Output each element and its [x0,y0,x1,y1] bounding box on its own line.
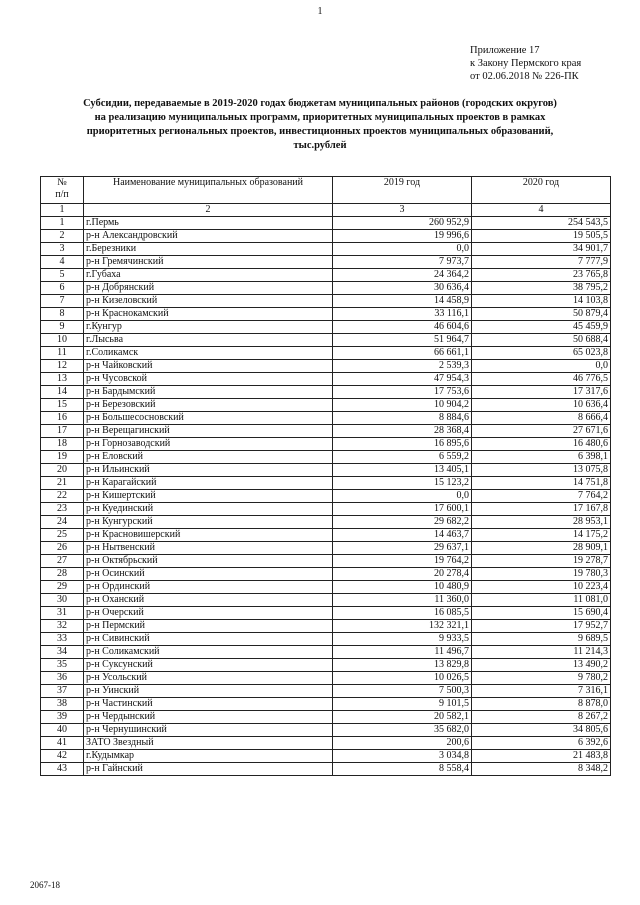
row-number-cell: 27 [41,555,84,568]
value-2020-cell: 8 267,2 [472,711,611,724]
value-2019-cell: 7 973,7 [333,256,472,269]
table-row [41,516,611,529]
value-2020-cell: 50 879,4 [472,308,611,321]
subsidies-table [40,176,611,776]
row-number-cell: 41 [41,737,84,750]
table-row [41,477,611,490]
value-2019-cell: 46 604,6 [333,321,472,334]
table-row [41,568,611,581]
appendix-reference [470,44,581,83]
municipality-name-cell: г.Кунгур [84,321,333,334]
row-number-cell: 40 [41,724,84,737]
value-2020-cell: 45 459,9 [472,321,611,334]
municipality-name-cell: р-н Бардымский [84,386,333,399]
value-2020-cell: 17 952,7 [472,620,611,633]
row-number-cell: 16 [41,412,84,425]
value-2019-cell: 9 933,5 [333,633,472,646]
row-number-cell: 20 [41,464,84,477]
value-2019-cell: 30 636,4 [333,282,472,295]
row-number-cell: 21 [41,477,84,490]
table-row [41,321,611,334]
row-number-cell: 11 [41,347,84,360]
value-2020-cell: 50 688,4 [472,334,611,347]
municipality-name-cell: р-н Куединский [84,503,333,516]
value-2019-cell: 29 637,1 [333,542,472,555]
value-2019-cell: 28 368,4 [333,425,472,438]
value-2019-cell: 14 458,9 [333,295,472,308]
value-2020-cell: 16 480,6 [472,438,611,451]
municipality-name-cell: р-н Чердынский [84,711,333,724]
table-row [41,425,611,438]
municipality-name-cell: р-н Осинский [84,568,333,581]
table-row [41,243,611,256]
municipality-name-cell: р-н Верещагинский [84,425,333,438]
table-row [41,646,611,659]
table-row [41,451,611,464]
municipality-name-cell: р-н Октябрьский [84,555,333,568]
table-row [41,399,611,412]
municipality-name-cell: р-н Уинский [84,685,333,698]
table-row [41,464,611,477]
table-row [41,711,611,724]
value-2020-cell: 19 505,5 [472,230,611,243]
table-row [41,295,611,308]
table-row [41,308,611,321]
value-2020-cell: 28 953,1 [472,516,611,529]
table-row [41,217,611,230]
table-row [41,334,611,347]
row-number-cell: 23 [41,503,84,516]
value-2019-cell: 8 884,6 [333,412,472,425]
row-number-cell: 31 [41,607,84,620]
municipality-name-cell: г.Березники [84,243,333,256]
row-number-cell: 13 [41,373,84,386]
table-row [41,386,611,399]
column-index-row [41,204,611,217]
value-2020-cell: 13 490,2 [472,659,611,672]
table-row [41,750,611,763]
row-number-cell: 6 [41,282,84,295]
table-row [41,542,611,555]
value-2020-cell: 7 777,9 [472,256,611,269]
appendix-line-2: к Закону Пермского края [470,58,582,69]
municipality-name-cell: р-н Гремячинский [84,256,333,269]
table-row [41,360,611,373]
value-2020-cell: 6 392,6 [472,737,611,750]
value-2020-cell: 34 805,6 [472,724,611,737]
municipality-name-cell: р-н Березовский [84,399,333,412]
row-number-cell: 9 [41,321,84,334]
municipality-name-cell: р-н Ильинский [84,464,333,477]
value-2019-cell: 6 559,2 [333,451,472,464]
page-number: 1 [317,6,323,17]
header-2020: 2020 год [472,177,611,204]
table-row [41,763,611,776]
value-2020-cell: 7 764,2 [472,490,611,503]
value-2019-cell: 17 600,1 [333,503,472,516]
table-row [41,594,611,607]
value-2019-cell: 15 123,2 [333,477,472,490]
table-row [41,555,611,568]
title-line-1: Субсидии, передаваемые в 2019-2020 годах бюджетам муниципальных районов (городских округов) [83,98,557,109]
value-2020-cell: 9 780,2 [472,672,611,685]
value-2020-cell: 8 348,2 [472,763,611,776]
value-2020-cell: 11 081,0 [472,594,611,607]
value-2020-cell: 21 483,8 [472,750,611,763]
municipality-name-cell: г.Соликамск [84,347,333,360]
value-2019-cell: 33 116,1 [333,308,472,321]
value-2020-cell: 8 878,0 [472,698,611,711]
row-number-cell: 43 [41,763,84,776]
table-row [41,607,611,620]
value-2019-cell: 7 500,3 [333,685,472,698]
row-number-cell: 24 [41,516,84,529]
header-number-line-1: № [57,177,67,188]
value-2020-cell: 6 398,1 [472,451,611,464]
title-line-2: на реализацию муниципальных программ, приоритетных муниципальных проектов в рамках [94,112,546,123]
value-2019-cell: 200,6 [333,737,472,750]
appendix-line-1: Приложение 17 [470,45,540,56]
header-number-line-2: п/п [55,189,69,200]
municipality-name-cell: р-н Александровский [84,230,333,243]
value-2019-cell: 8 558,4 [333,763,472,776]
municipality-name-cell: р-н Кизеловский [84,295,333,308]
table-row [41,256,611,269]
value-2019-cell: 16 085,5 [333,607,472,620]
municipality-name-cell: р-н Добрянский [84,282,333,295]
row-number-cell: 30 [41,594,84,607]
row-number-cell: 36 [41,672,84,685]
row-number-cell: 35 [41,659,84,672]
value-2019-cell: 11 496,7 [333,646,472,659]
value-2019-cell: 2 539,3 [333,360,472,373]
municipality-name-cell: р-н Ординский [84,581,333,594]
value-2020-cell: 10 223,4 [472,581,611,594]
row-number-cell: 8 [41,308,84,321]
value-2020-cell: 8 666,4 [472,412,611,425]
municipality-name-cell: р-н Большесосновский [84,412,333,425]
row-number-cell: 3 [41,243,84,256]
value-2019-cell: 3 034,8 [333,750,472,763]
value-2020-cell: 254 543,5 [472,217,611,230]
municipality-name-cell: р-н Сивинский [84,633,333,646]
value-2019-cell: 10 904,2 [333,399,472,412]
column-index-cell: 2 [84,204,333,217]
table-row [41,412,611,425]
value-2020-cell: 0,0 [472,360,611,373]
value-2019-cell: 0,0 [333,243,472,256]
value-2019-cell: 51 964,7 [333,334,472,347]
table-row [41,698,611,711]
value-2019-cell: 20 582,1 [333,711,472,724]
value-2019-cell: 10 026,5 [333,672,472,685]
municipality-name-cell: р-н Красновишерский [84,529,333,542]
row-number-cell: 32 [41,620,84,633]
value-2019-cell: 35 682,0 [333,724,472,737]
row-number-cell: 26 [41,542,84,555]
value-2019-cell: 19 764,2 [333,555,472,568]
table-header-row [41,177,611,204]
row-number-cell: 29 [41,581,84,594]
value-2019-cell: 47 954,3 [333,373,472,386]
row-number-cell: 25 [41,529,84,542]
value-2020-cell: 13 075,8 [472,464,611,477]
municipality-name-cell: р-н Еловский [84,451,333,464]
municipality-name-cell: р-н Кунгурский [84,516,333,529]
value-2019-cell: 260 952,9 [333,217,472,230]
value-2020-cell: 17 167,8 [472,503,611,516]
value-2019-cell: 0,0 [333,490,472,503]
row-number-cell: 15 [41,399,84,412]
row-number-cell: 2 [41,230,84,243]
value-2020-cell: 34 901,7 [472,243,611,256]
municipality-name-cell: р-н Частинский [84,698,333,711]
row-number-cell: 39 [41,711,84,724]
header-name: Наименование муниципальных образований [84,177,333,204]
row-number-cell: 10 [41,334,84,347]
municipality-name-cell: р-н Краснокамский [84,308,333,321]
value-2019-cell: 13 405,1 [333,464,472,477]
table-row [41,672,611,685]
municipality-name-cell: р-н Усольский [84,672,333,685]
municipality-name-cell: ЗАТО Звездный [84,737,333,750]
municipality-name-cell: р-н Чернушинский [84,724,333,737]
value-2019-cell: 66 661,1 [333,347,472,360]
value-2020-cell: 23 765,8 [472,269,611,282]
header-2019: 2019 год [333,177,472,204]
value-2019-cell: 132 321,1 [333,620,472,633]
row-number-cell: 37 [41,685,84,698]
table-row [41,282,611,295]
value-2019-cell: 11 360,0 [333,594,472,607]
municipality-name-cell: р-н Гайнский [84,763,333,776]
value-2019-cell: 16 895,6 [333,438,472,451]
table-row [41,737,611,750]
table-row [41,269,611,282]
value-2020-cell: 19 780,3 [472,568,611,581]
column-index-cell: 4 [472,204,611,217]
row-number-cell: 33 [41,633,84,646]
municipality-name-cell: г.Лысьва [84,334,333,347]
row-number-cell: 42 [41,750,84,763]
table-row [41,620,611,633]
value-2019-cell: 19 996,6 [333,230,472,243]
row-number-cell: 38 [41,698,84,711]
municipality-name-cell: р-н Карагайский [84,477,333,490]
municipality-name-cell: р-н Очерский [84,607,333,620]
municipality-name-cell: р-н Суксунский [84,659,333,672]
table-row [41,438,611,451]
row-number-cell: 12 [41,360,84,373]
value-2020-cell: 19 278,7 [472,555,611,568]
title-line-4: тыс.рублей [293,140,347,151]
row-number-cell: 4 [41,256,84,269]
table-row [41,230,611,243]
value-2020-cell: 15 690,4 [472,607,611,620]
table-row [41,724,611,737]
municipality-name-cell: г.Губаха [84,269,333,282]
value-2020-cell: 28 909,1 [472,542,611,555]
value-2019-cell: 10 480,9 [333,581,472,594]
municipality-name-cell: г.Кудымкар [84,750,333,763]
value-2019-cell: 17 753,6 [333,386,472,399]
value-2019-cell: 9 101,5 [333,698,472,711]
row-number-cell: 1 [41,217,84,230]
value-2020-cell: 14 103,8 [472,295,611,308]
table-row [41,529,611,542]
title-line-3: приоритетных региональных проектов, инвестиционных проектов муниципальных образований, [86,126,554,137]
row-number-cell: 17 [41,425,84,438]
table-row [41,373,611,386]
table-row [41,347,611,360]
table-row [41,685,611,698]
value-2020-cell: 14 751,8 [472,477,611,490]
table-row [41,581,611,594]
row-number-cell: 7 [41,295,84,308]
value-2020-cell: 38 795,2 [472,282,611,295]
value-2020-cell: 11 214,3 [472,646,611,659]
municipality-name-cell: р-н Кишертский [84,490,333,503]
value-2020-cell: 27 671,6 [472,425,611,438]
row-number-cell: 14 [41,386,84,399]
row-number-cell: 28 [41,568,84,581]
value-2020-cell: 65 023,8 [472,347,611,360]
municipality-name-cell: р-н Нытвенский [84,542,333,555]
table-row [41,490,611,503]
column-index-cell: 1 [41,204,84,217]
municipality-name-cell: р-н Чайковский [84,360,333,373]
value-2019-cell: 20 278,4 [333,568,472,581]
row-number-cell: 34 [41,646,84,659]
municipality-name-cell: р-н Пермский [84,620,333,633]
row-number-cell: 19 [41,451,84,464]
row-number-cell: 22 [41,490,84,503]
table-row [41,659,611,672]
municipality-name-cell: р-н Оханский [84,594,333,607]
value-2020-cell: 7 316,1 [472,685,611,698]
footer-document-code: 2067-18 [30,880,60,890]
municipality-name-cell: р-н Горнозаводский [84,438,333,451]
table-row [41,503,611,516]
column-index-cell: 3 [333,204,472,217]
value-2019-cell: 29 682,2 [333,516,472,529]
municipality-name-cell: р-н Чусовской [84,373,333,386]
appendix-line-3: от 02.06.2018 № 226-ПК [470,71,579,82]
value-2019-cell: 14 463,7 [333,529,472,542]
value-2020-cell: 10 636,4 [472,399,611,412]
value-2020-cell: 14 175,2 [472,529,611,542]
value-2019-cell: 13 829,8 [333,659,472,672]
value-2020-cell: 17 317,6 [472,386,611,399]
municipality-name-cell: г.Пермь [84,217,333,230]
row-number-cell: 5 [41,269,84,282]
value-2020-cell: 9 689,5 [472,633,611,646]
document-title [40,97,600,153]
municipality-name-cell: р-н Соликамский [84,646,333,659]
row-number-cell: 18 [41,438,84,451]
header-number [41,177,84,204]
value-2020-cell: 46 776,5 [472,373,611,386]
table-row [41,633,611,646]
value-2019-cell: 24 364,2 [333,269,472,282]
